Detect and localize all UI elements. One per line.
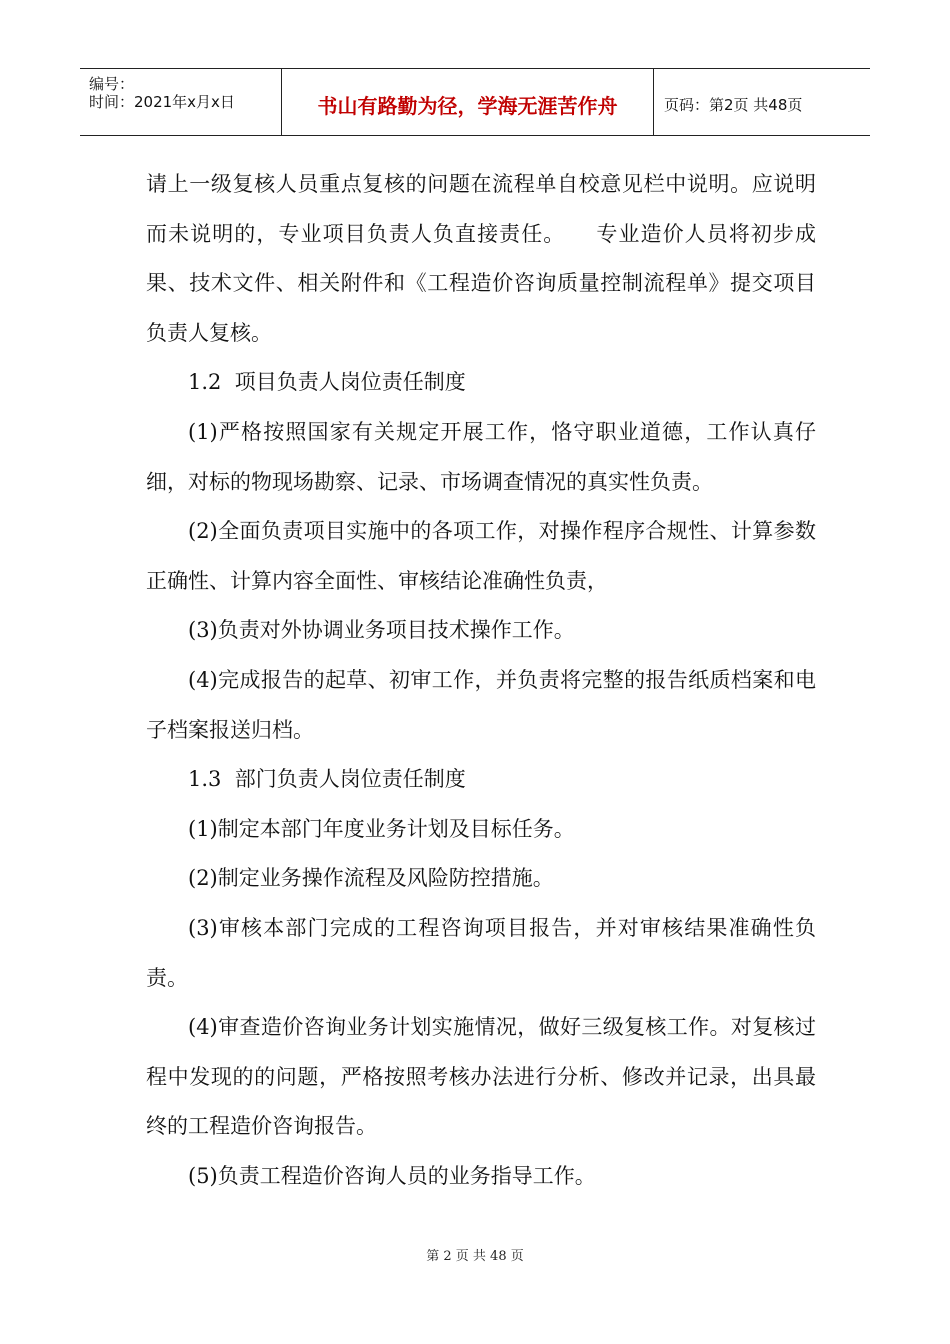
paragraph: (5)负责工程造价咨询人员的业务指导工作。: [188, 1163, 596, 1188]
time-label: 时间：2021年x月x日: [89, 93, 235, 111]
page-footer: 第 2 页 共 48 页: [426, 1249, 524, 1264]
motto-text: 书山有路勤为径，学海无涯苦作舟: [317, 93, 618, 118]
document-body: [146, 160, 816, 1201]
header-table: [80, 68, 870, 136]
paragraph: (2)制定业务操作流程及风险防控措施。: [188, 866, 554, 891]
paragraph: (1)制定本部门年度业务计划及目标任务。: [188, 816, 575, 841]
paragraph: (2)全面负责项目实施中的各项工作，对操作程序合规性、计算参数正确性、计算内容全面性、审核结论准确性负责，: [146, 519, 816, 593]
section-heading: 1.2 项目负责人岗位责任制度: [188, 370, 466, 395]
paragraph: 请上一级复核人员重点复核的问题在流程单自校意见栏中说明。应说明而未说明的，专业项目负责人负直接责任。 专业造价人员将初步成果、技术文件、相关附件和《工程造价咨询质量控制流程单》提交项目负责人复核。: [146, 172, 816, 345]
header-motto-cell: [282, 69, 654, 135]
number-label: 编号：: [89, 75, 135, 93]
page-info: 页码：第2页 共48页: [664, 95, 803, 114]
paragraph: (3)负责对外协调业务项目技术操作工作。: [188, 618, 575, 643]
paragraph: (1)严格按照国家有关规定开展工作，恪守职业道德，工作认真仔细，对标的物现场勘察、记录、市场调查情况的真实性负责。: [146, 419, 816, 494]
paragraph: (4)审查造价咨询业务计划实施情况，做好三级复核工作。对复核过程中发现的的问题，严格按照考核办法进行分析、修改并记录，出具最终的工程造价咨询报告。: [146, 1015, 816, 1139]
section-heading: 1.3 部门负责人岗位责任制度: [188, 767, 466, 792]
header-page-cell: [654, 69, 870, 135]
header-meta-cell: [80, 69, 282, 135]
paragraph: (4)完成报告的起草、初审工作，并负责将完整的报告纸质档案和电子档案报送归档。: [146, 667, 816, 742]
paragraph: (3)审核本部门完成的工程咨询项目报告，并对审核结果准确性负责。: [146, 915, 816, 990]
